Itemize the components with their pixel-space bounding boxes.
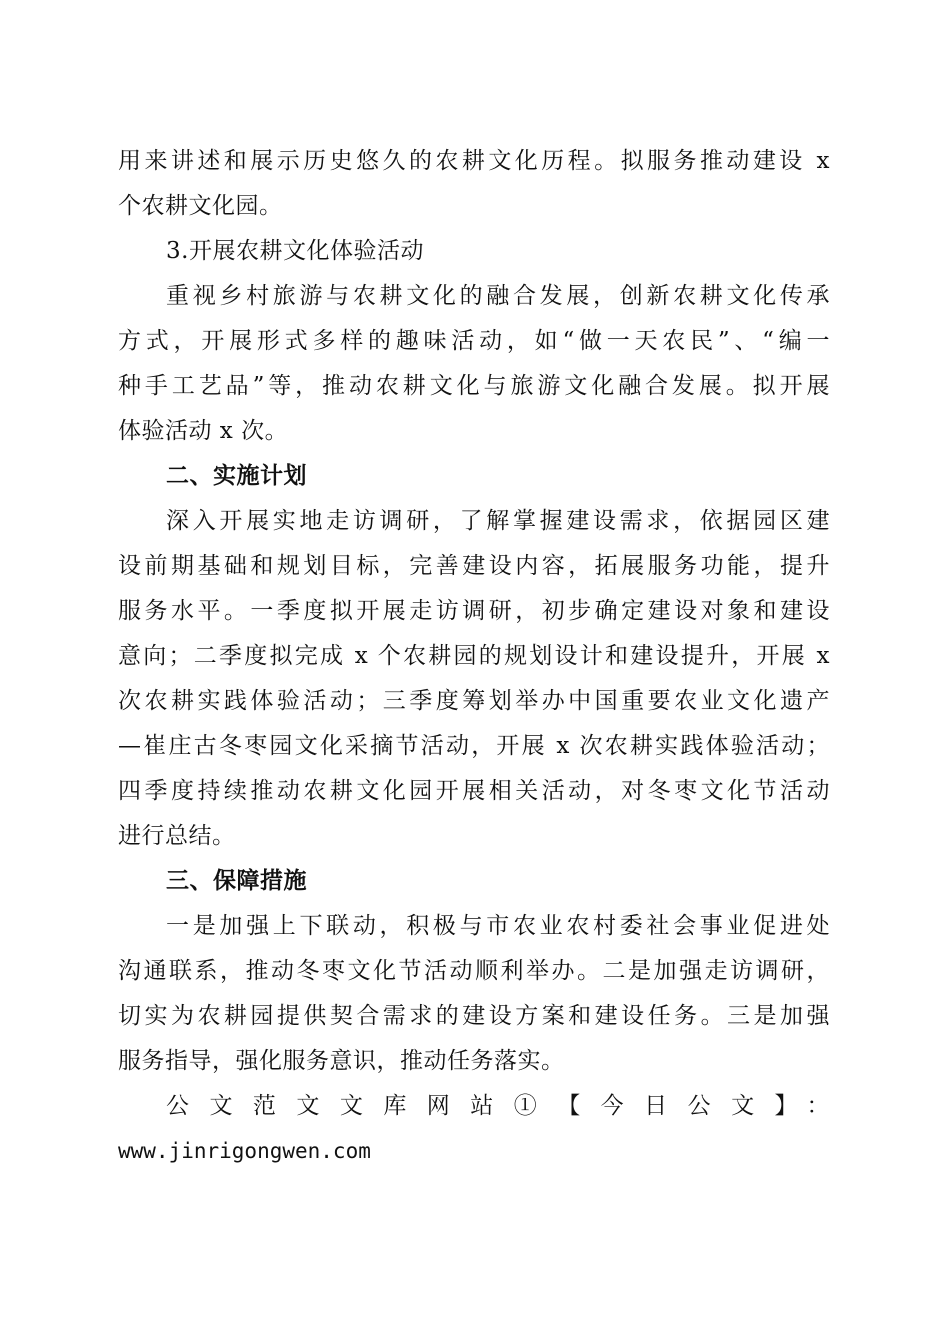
item-heading: 3.开展农耕文化体验活动 xyxy=(166,238,424,264)
paragraph-line: 种手工艺品”等，推动农耕文化与旅游文化融合发展。拟开展 xyxy=(118,373,830,399)
paragraph-line: —崔庄古冬枣园文化采摘节活动，开展 x 次农耕实践体验活动； xyxy=(118,733,830,759)
section-heading: 三、保障措施 xyxy=(166,868,307,894)
paragraph-line: 深入开展实地走访调研，了解掌握建设需求，依据园区建 xyxy=(166,508,830,534)
section-heading: 二、实施计划 xyxy=(166,463,307,489)
footer-site-label: 公文范文文库网站①【今日公文】： xyxy=(166,1093,830,1119)
paragraph-line: 设前期基础和规划目标，完善建设内容，拓展服务功能，提升 xyxy=(118,553,830,579)
paragraph-line: 服务水平。一季度拟开展走访调研，初步确定建设对象和建设 xyxy=(118,598,830,624)
paragraph-line: 沟通联系，推动冬枣文化节活动顺利举办。二是加强走访调研， xyxy=(118,958,830,984)
paragraph-line: 重视乡村旅游与农耕文化的融合发展，创新农耕文化传承 xyxy=(166,283,830,309)
paragraph-line: 方式，开展形式多样的趣味活动，如“做一天农民”、“编一 xyxy=(118,328,830,354)
paragraph-line: 四季度持续推动农耕文化园开展相关活动，对冬枣文化节活动 xyxy=(118,778,830,804)
paragraph-line: 一是加强上下联动，积极与市农业农村委社会事业促进处 xyxy=(166,913,830,939)
paragraph-line: 用来讲述和展示历史悠久的农耕文化历程。拟服务推动建设 x xyxy=(118,148,830,174)
footer-url[interactable]: www.jinrigongwen.com xyxy=(118,1139,371,1163)
paragraph-line: 进行总结。 xyxy=(118,823,236,849)
paragraph-line: 服务指导，强化服务意识，推动任务落实。 xyxy=(118,1048,565,1074)
paragraph-line: 意向；二季度拟完成 x 个农耕园的规划设计和建设提升，开展 x xyxy=(118,643,830,669)
paragraph-line: 次农耕实践体验活动；三季度筹划举办中国重要农业文化遗产 xyxy=(118,688,830,714)
paragraph-line: 体验活动 x 次。 xyxy=(118,418,289,444)
paragraph-line: 个农耕文化园。 xyxy=(118,193,283,219)
paragraph-line: 切实为农耕园提供契合需求的建设方案和建设任务。三是加强 xyxy=(118,1003,830,1029)
